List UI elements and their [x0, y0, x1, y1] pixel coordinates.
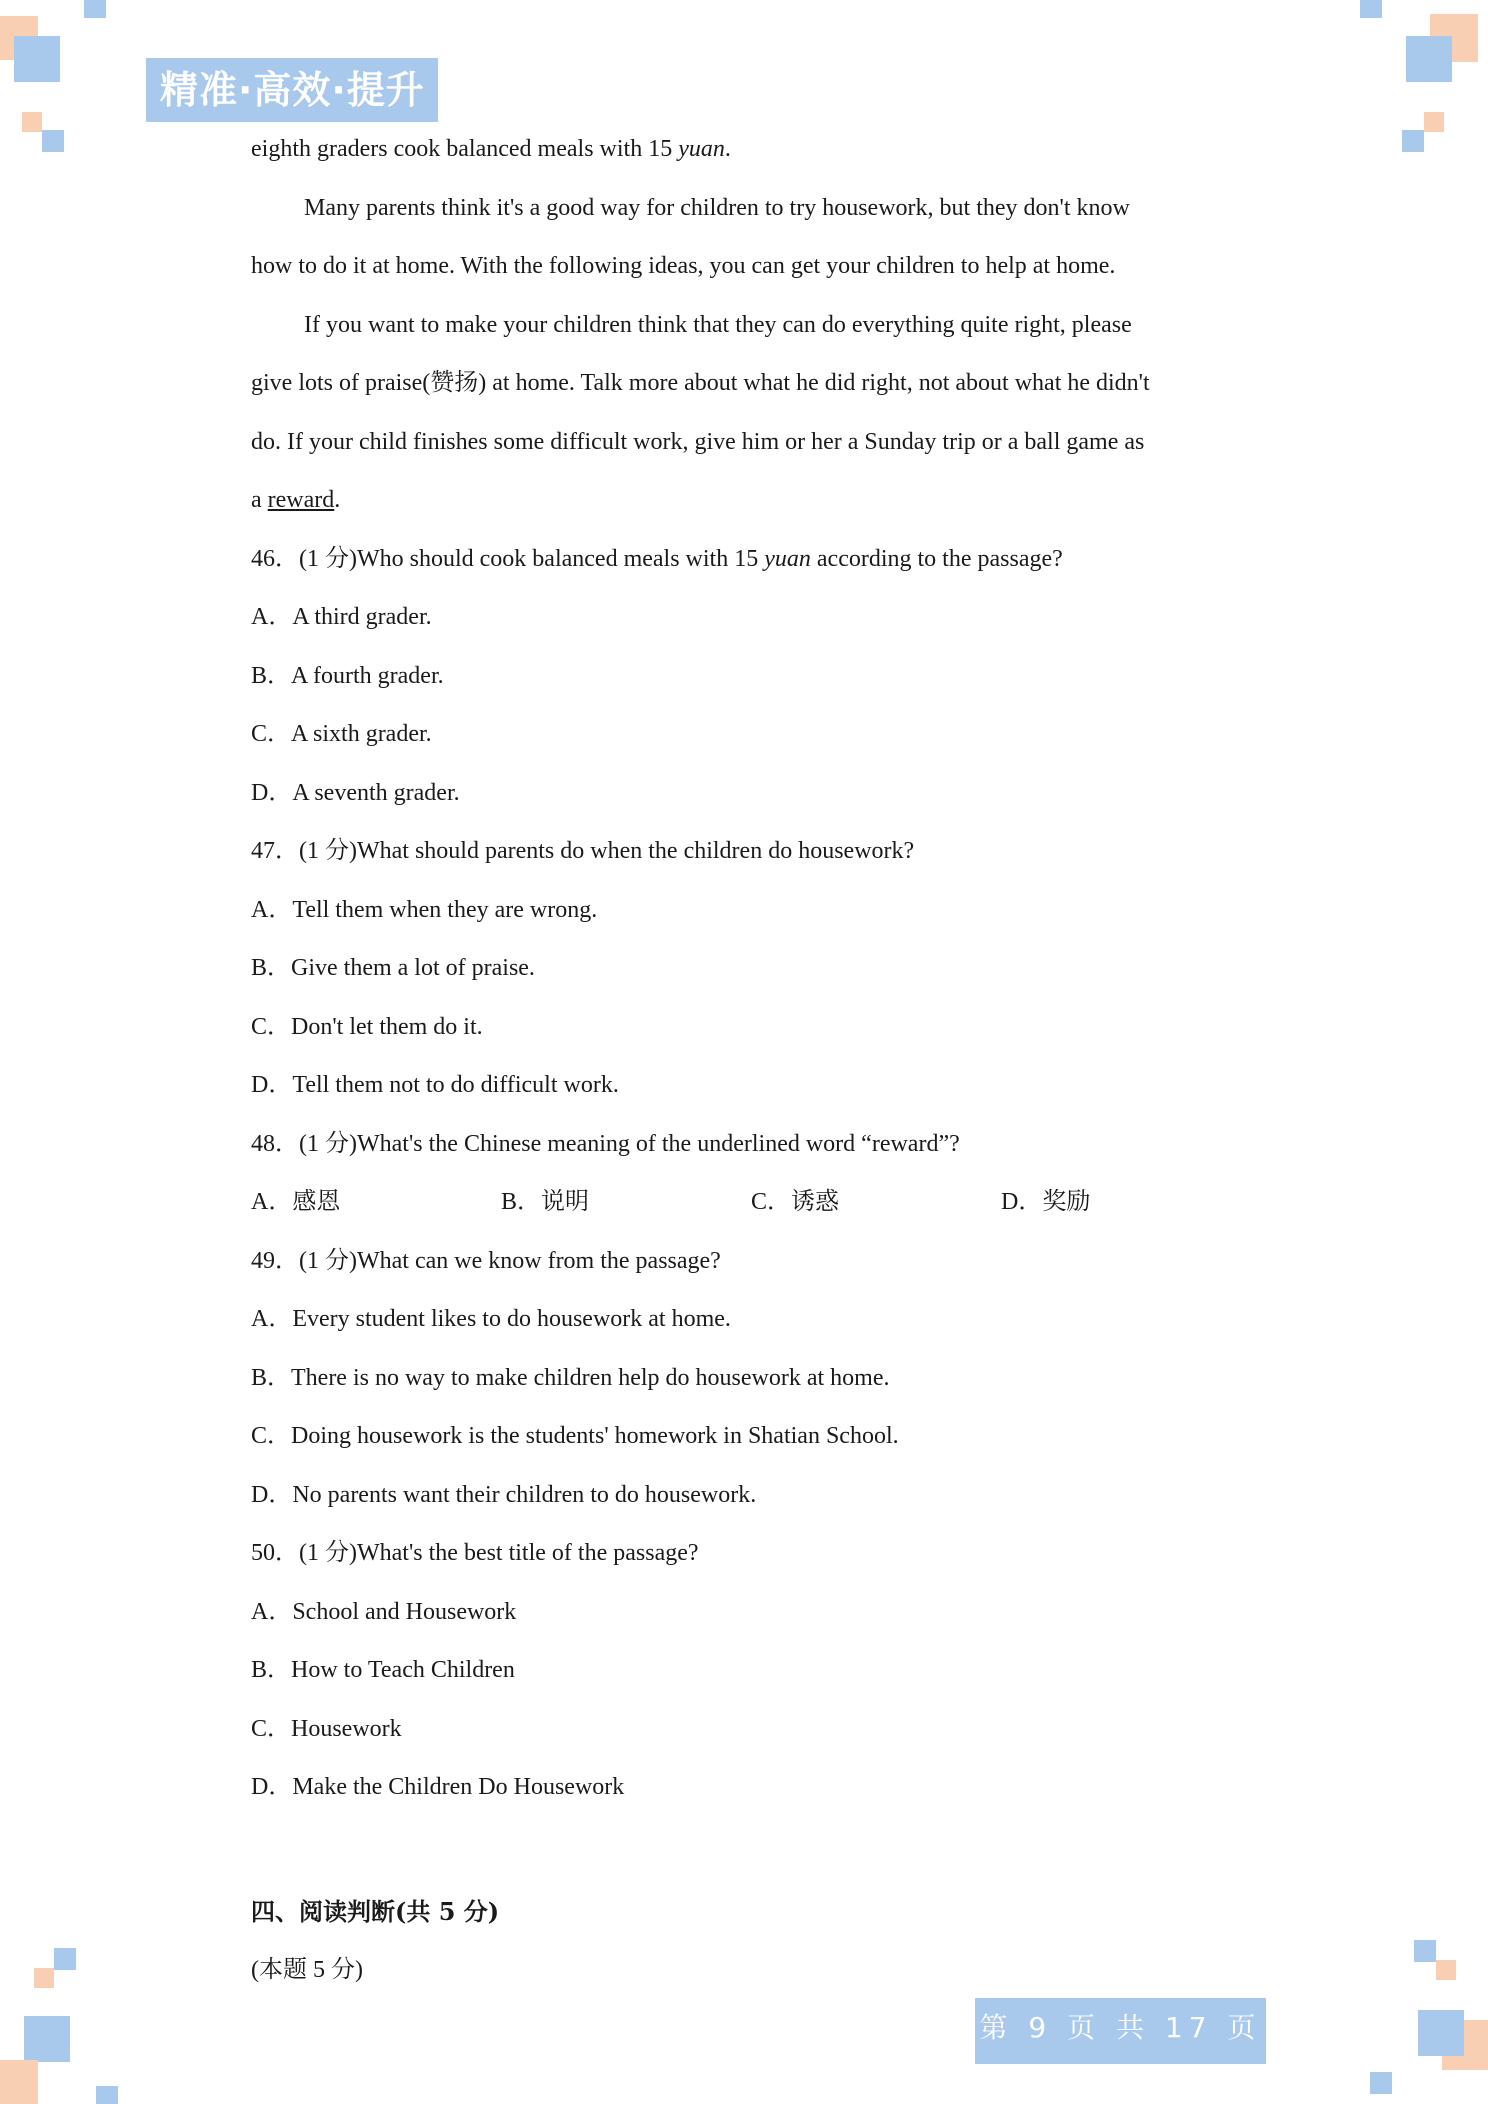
answer-option: D．No parents want their children to do housework. [251, 1481, 757, 1508]
passage-line: do. If your child finishes some difficult work, give him or her a Sunday trip or a ball game as [251, 428, 1145, 455]
passage-line: give lots of praise(赞扬) at home. Talk more about what he did right, not about what he didn't [251, 370, 1150, 396]
corner-decoration [1360, 0, 1382, 18]
answer-option: A．School and Housework [251, 1598, 517, 1625]
answer-option: D．Tell them not to do difficult work. [251, 1072, 619, 1098]
answer-option: B．A fourth grader. [251, 662, 444, 689]
corner-decoration [54, 1948, 76, 1970]
answer-option: A．A third grader. [251, 604, 432, 630]
corner-decoration [42, 130, 64, 152]
section-heading: 四、阅读判断(共 5 分) [251, 1896, 500, 1926]
answer-option: A．Every student likes to do housework at home. [251, 1306, 731, 1332]
answer-option: D．奖励 [1001, 1189, 1091, 1215]
corner-decoration [22, 112, 42, 132]
answer-option: B．Give them a lot of praise. [251, 955, 535, 981]
answer-option: C．诱惑 [751, 1189, 840, 1215]
corner-decoration [14, 36, 60, 82]
answer-option: A．Tell them when they are wrong. [251, 896, 598, 923]
corner-decoration [1402, 130, 1424, 152]
passage-line: Many parents think it's a good way for children to try housework, but they don't know [304, 194, 1130, 221]
corner-decoration [1424, 112, 1444, 132]
question-stem: 50．(1 分)What's the best title of the passage? [251, 1540, 699, 1566]
section-note: (本题 5 分) [251, 1957, 363, 1983]
corner-decoration [84, 0, 106, 18]
corner-decoration [1370, 2072, 1392, 2094]
page-number-footer: 第 9 页 共 17 页 [975, 1998, 1266, 2064]
answer-option: C．Don't let them do it. [251, 1013, 483, 1040]
answer-option: A．感恩 [251, 1189, 341, 1215]
answer-option: B．说明 [501, 1189, 590, 1215]
corner-decoration [24, 2016, 70, 2062]
question-stem: 49．(1 分)What can we know from the passage? [251, 1247, 721, 1274]
answer-options-row [251, 1173, 1251, 1232]
answer-option: B．How to Teach Children [251, 1657, 515, 1683]
page-content [251, 120, 1251, 2000]
answer-option: C．Housework [251, 1715, 402, 1742]
spacer [251, 1817, 1251, 1883]
corner-decoration [1414, 1940, 1436, 1962]
corner-decoration [1418, 2010, 1464, 2056]
question-stem: 46．(1 分)Who should cook balanced meals with 15 yuan according to the passage? [251, 545, 1063, 572]
passage-line: a reward. [251, 487, 341, 513]
passage-line: If you want to make your children think that they can do everything quite right, please [304, 311, 1132, 338]
question-stem: 48．(1 分)What's the Chinese meaning of the underlined word “reward”? [251, 1130, 960, 1157]
answer-option: B．There is no way to make children help do housework at home. [251, 1364, 890, 1391]
answer-option: D．Make the Children Do Housework [251, 1774, 625, 1800]
passage-line: eighth graders cook balanced meals with 15 yuan. [251, 136, 731, 162]
answer-option: D．A seventh grader. [251, 779, 460, 806]
answer-option: C．A sixth grader. [251, 721, 432, 747]
passage-line: how to do it at home. With the following ideas, you can get your children to help at home. [251, 253, 1116, 279]
corner-decoration [1436, 1960, 1456, 1980]
corner-decoration [0, 2060, 38, 2104]
underlined-word: reward [267, 487, 335, 513]
brand-banner: 精准·高效·提升 [146, 58, 438, 122]
corner-decoration [1406, 36, 1452, 82]
answer-option: C．Doing housework is the students' homework in Shatian School. [251, 1423, 899, 1449]
corner-decoration [96, 2086, 118, 2104]
corner-decoration [34, 1968, 54, 1988]
question-stem: 47．(1 分)What should parents do when the children do housework? [251, 838, 915, 864]
